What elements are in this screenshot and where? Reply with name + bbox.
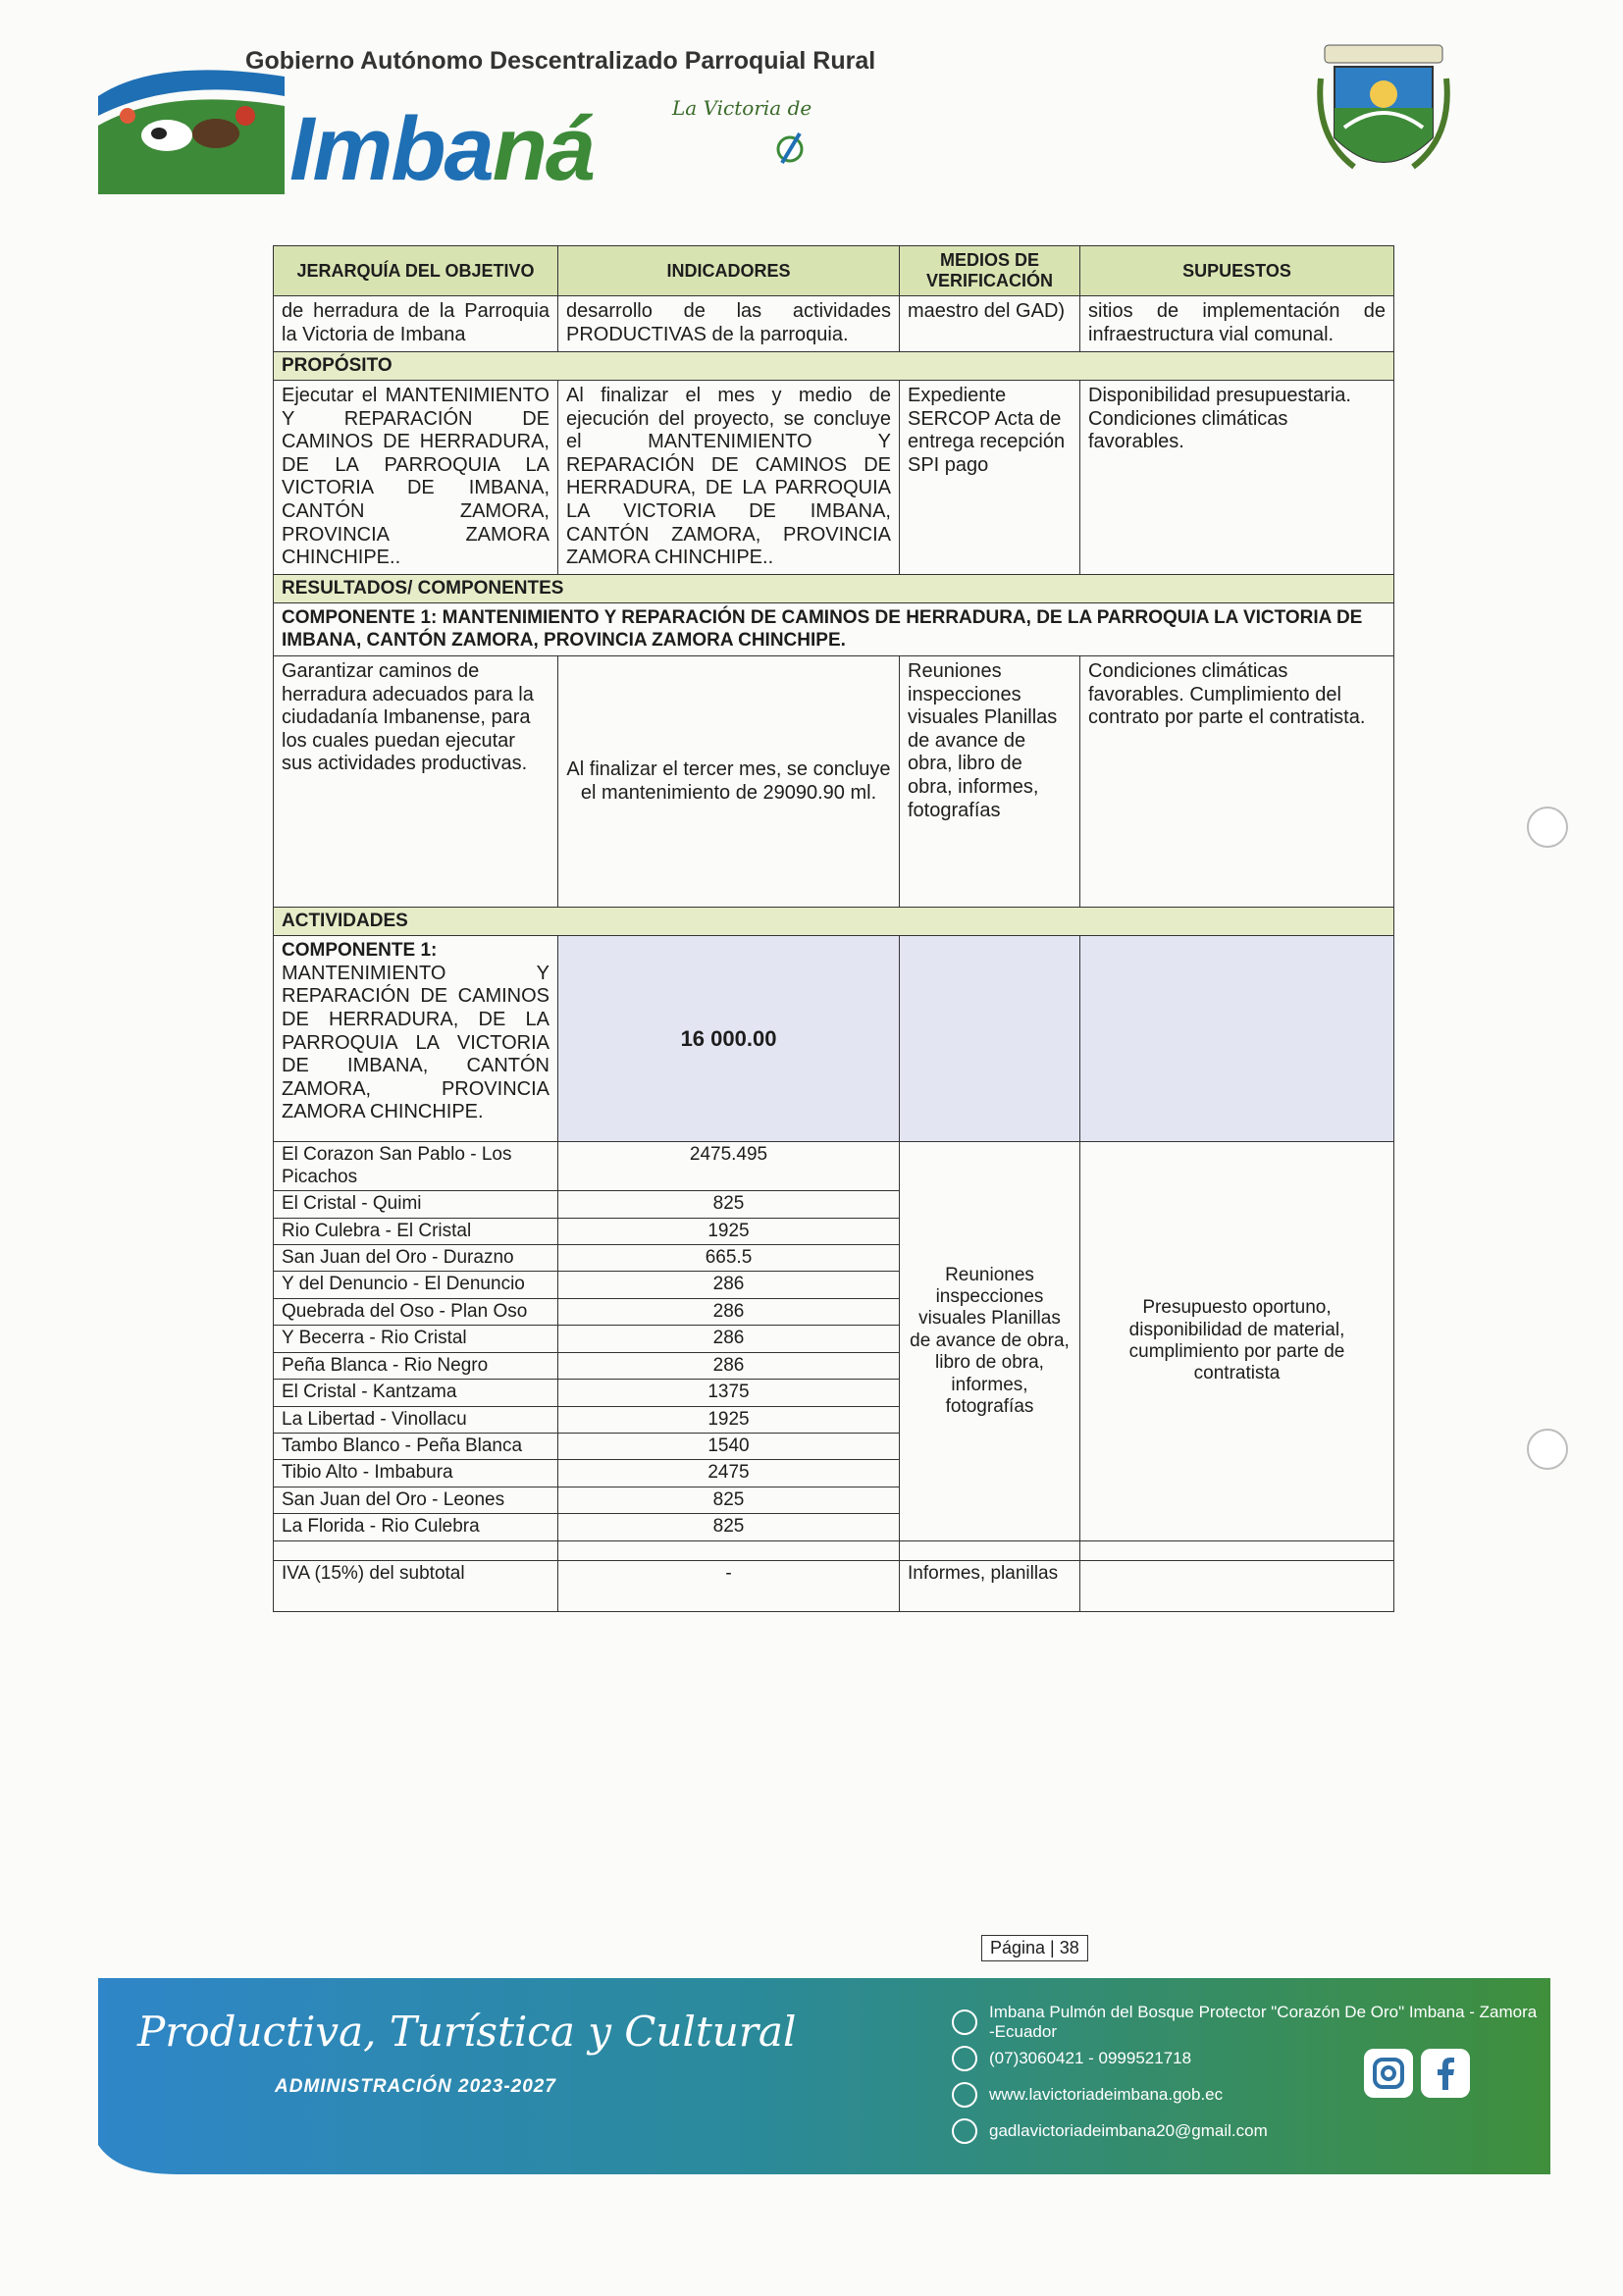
activity-name: Tambo Blanco - Peña Blanca: [274, 1433, 558, 1459]
activity-name: El Cristal - Kantzama: [274, 1380, 558, 1406]
cell-indicator: desarrollo de las actividades PRODUCTIVAS de la parroquia.: [558, 296, 900, 351]
activity-name: El Corazon San Pablo - Los Picachos: [274, 1142, 558, 1191]
header-indicators: INDICADORES: [558, 246, 900, 296]
logo-wordmark-part-a: Imba: [289, 99, 493, 199]
section-proposito: PROPÓSITO: [274, 351, 1394, 380]
activity-value: 825: [558, 1487, 900, 1513]
parish-crest-icon: [1315, 39, 1452, 186]
social-links: [1364, 2049, 1472, 2104]
cell-verification: Expediente SERCOP Acta de entrega recepción SPI pago: [900, 381, 1080, 575]
activities-assumption: Presupuesto oportuno, disponibilidad de material, cumplimiento por parte de contratista: [1080, 1142, 1394, 1540]
letterhead-header: [98, 39, 1550, 199]
component-activity-label: COMPONENTE 1:: [282, 940, 438, 962]
table-row: [274, 381, 1394, 575]
activity-value: 825: [558, 1191, 900, 1218]
activity-name: Y Becerra - Rio Cristal: [274, 1326, 558, 1352]
iva-row: [274, 1560, 1394, 1611]
cell-objective: de herradura de la Parroquia la Victoria de Imbana: [274, 296, 558, 351]
contact-email[interactable]: [952, 2113, 1541, 2149]
activity-value: 286: [558, 1352, 900, 1379]
cell-assumption: Disponibilidad presupuestaria. Condiciones climáticas favorables.: [1080, 381, 1394, 575]
activity-name: San Juan del Oro - Durazno: [274, 1245, 558, 1272]
cell-indicator: Al finalizar el mes y medio de ejecución del proyecto, se concluye el MANTENIMIENTO Y REPARACIÓN DE CAMINOS DE HERRADURA, DE LA PARROQUIA LA VICTORIA DE IMBANA, CANTÓN ZAMORA, PROVINCIA ZAMORA CHINCHIPE..: [558, 381, 900, 575]
cell-assumption: sitios de implementación de infraestructura vial comunal.: [1080, 296, 1394, 351]
cell-verification: Reuniones inspecciones visuales Planillas de avance de obra, libro de obra, informes, fotografías: [900, 656, 1080, 908]
activity-name: El Cristal - Quimi: [274, 1191, 558, 1218]
government-title: Gobierno Autónomo Descentralizado Parroquial Rural: [245, 47, 876, 75]
header-assumptions: SUPUESTOS: [1080, 246, 1394, 296]
activity-name: Y del Denuncio - El Denuncio: [274, 1272, 558, 1298]
activity-value: 286: [558, 1326, 900, 1352]
activity-name: Tibio Alto - Imbabura: [274, 1460, 558, 1487]
logical-framework-table: [273, 245, 1394, 1612]
activity-value: 665.5: [558, 1245, 900, 1272]
footer-motto: Productiva, Turística y Cultural: [137, 2008, 797, 2056]
contact-address: [952, 2004, 1541, 2040]
activities-verification: Reuniones inspecciones visuales Planillas de avance de obra, libro de obra, informes, fotografías: [900, 1142, 1080, 1540]
footer-banner: [98, 1978, 1550, 2174]
header-objective: JERARQUÍA DEL OBJETIVO: [274, 246, 558, 296]
iva-assumption-empty: [1080, 1560, 1394, 1611]
section-resultados: RESULTADOS/ COMPONENTES: [274, 574, 1394, 602]
activity-row: [274, 1142, 1394, 1191]
section-actividades: ACTIVIDADES: [274, 908, 1394, 936]
component-full-title: COMPONENTE 1: MANTENIMIENTO Y REPARACIÓN DE CAMINOS DE HERRADURA, DE LA PARROQUIA LA VICTORIA DE IMBANA, CANTÓN ZAMORA, PROVINCIA ZAMORA CHINCHIPE.: [274, 603, 1394, 656]
cell-verification-empty: [900, 936, 1080, 1142]
logo-feather-icon: [760, 120, 819, 179]
logo-wordmark: [289, 99, 595, 199]
cell-assumption-empty: [1080, 936, 1394, 1142]
activity-name: Quebrada del Oso - Plan Oso: [274, 1298, 558, 1325]
contact-email-text[interactable]: gadlavictoriadeimbana20@gmail.com: [989, 2120, 1268, 2140]
footer-administration: ADMINISTRACIÓN 2023-2027: [275, 2076, 556, 2097]
logical-framework-table-wrapper: [273, 245, 1393, 1612]
email-icon: [952, 2118, 977, 2144]
component-activity-text: MANTENIMIENTO Y REPARACIÓN DE CAMINOS DE HERRADURA, DE LA PARROQUIA LA VICTORIA DE IMBANA, CANTÓN ZAMORA, PROVINCIA ZAMORA CHINCHIPE.: [282, 962, 550, 1123]
component-activity-row: [274, 936, 1394, 1142]
cell-assumption: Condiciones climáticas favorables. Cumplimiento del contrato por parte el contratista.: [1080, 656, 1394, 908]
spacer-row: [274, 1540, 1394, 1560]
activity-name: La Libertad - Vinollacu: [274, 1406, 558, 1433]
table-row: [274, 656, 1394, 908]
phone-icon: [952, 2046, 977, 2071]
component-amount: 16 000.00: [558, 936, 900, 1142]
iva-label: IVA (15%) del subtotal: [274, 1560, 558, 1611]
activity-value: 286: [558, 1272, 900, 1298]
activity-value: 1375: [558, 1380, 900, 1406]
activity-value: 1540: [558, 1433, 900, 1459]
header-verification: MEDIOS DE VERIFICACIÓN: [900, 246, 1080, 296]
activity-name: San Juan del Oro - Leones: [274, 1487, 558, 1513]
activity-value: 825: [558, 1514, 900, 1540]
page-number: Página | 38: [981, 1935, 1088, 1961]
activity-name: Rio Culebra - El Cristal: [274, 1218, 558, 1244]
contact-web-text[interactable]: www.lavictoriadeimbana.gob.ec: [989, 2084, 1224, 2104]
contact-phone-text: (07)3060421 - 0999521718: [989, 2048, 1192, 2067]
activity-value: 1925: [558, 1406, 900, 1433]
cell-objective: Garantizar caminos de herradura adecuados para la ciudadanía Imbanense, para los cuales puedan ejecutar sus actividades productivas.: [274, 656, 558, 908]
facebook-icon[interactable]: [1421, 2049, 1470, 2098]
iva-verification: Informes, planillas: [900, 1560, 1080, 1611]
logo-subtitle: La Victoria de: [672, 96, 812, 120]
logo-wordmark-part-b: ná: [492, 99, 595, 199]
iva-value: -: [558, 1560, 900, 1611]
punch-hole-bottom: [1527, 1429, 1568, 1470]
instagram-icon[interactable]: [1364, 2049, 1413, 2098]
contact-address-text: Imbana Pulmón del Bosque Protector "Corazón De Oro" Imbana - Zamora -Ecuador: [989, 2002, 1538, 2041]
cell-verification: maestro del GAD): [900, 296, 1080, 351]
table-row: [274, 296, 1394, 351]
activity-value: 1925: [558, 1218, 900, 1244]
table-header-row: [274, 246, 1394, 296]
activity-value: 2475: [558, 1460, 900, 1487]
activity-name: La Florida - Rio Culebra: [274, 1514, 558, 1540]
activity-value: 2475.495: [558, 1142, 900, 1191]
component-activity-cell: [274, 936, 558, 1142]
cell-objective: Ejecutar el MANTENIMIENTO Y REPARACIÓN DE CAMINOS DE HERRADURA, DE LA PARROQUIA LA VICTORIA DE IMBANA, CANTÓN ZAMORA, PROVINCIA ZAMORA CHINCHIPE..: [274, 381, 558, 575]
activity-value: 286: [558, 1298, 900, 1325]
cell-indicator: Al finalizar el tercer mes, se concluye el mantenimiento de 29090.90 ml.: [558, 656, 900, 908]
location-icon: [952, 2009, 977, 2035]
punch-hole-top: [1527, 807, 1568, 848]
activity-name: Peña Blanca - Rio Negro: [274, 1352, 558, 1379]
cattle-landscape-illustration: [98, 57, 285, 194]
imbana-logo: [289, 96, 839, 199]
globe-icon: [952, 2082, 977, 2108]
